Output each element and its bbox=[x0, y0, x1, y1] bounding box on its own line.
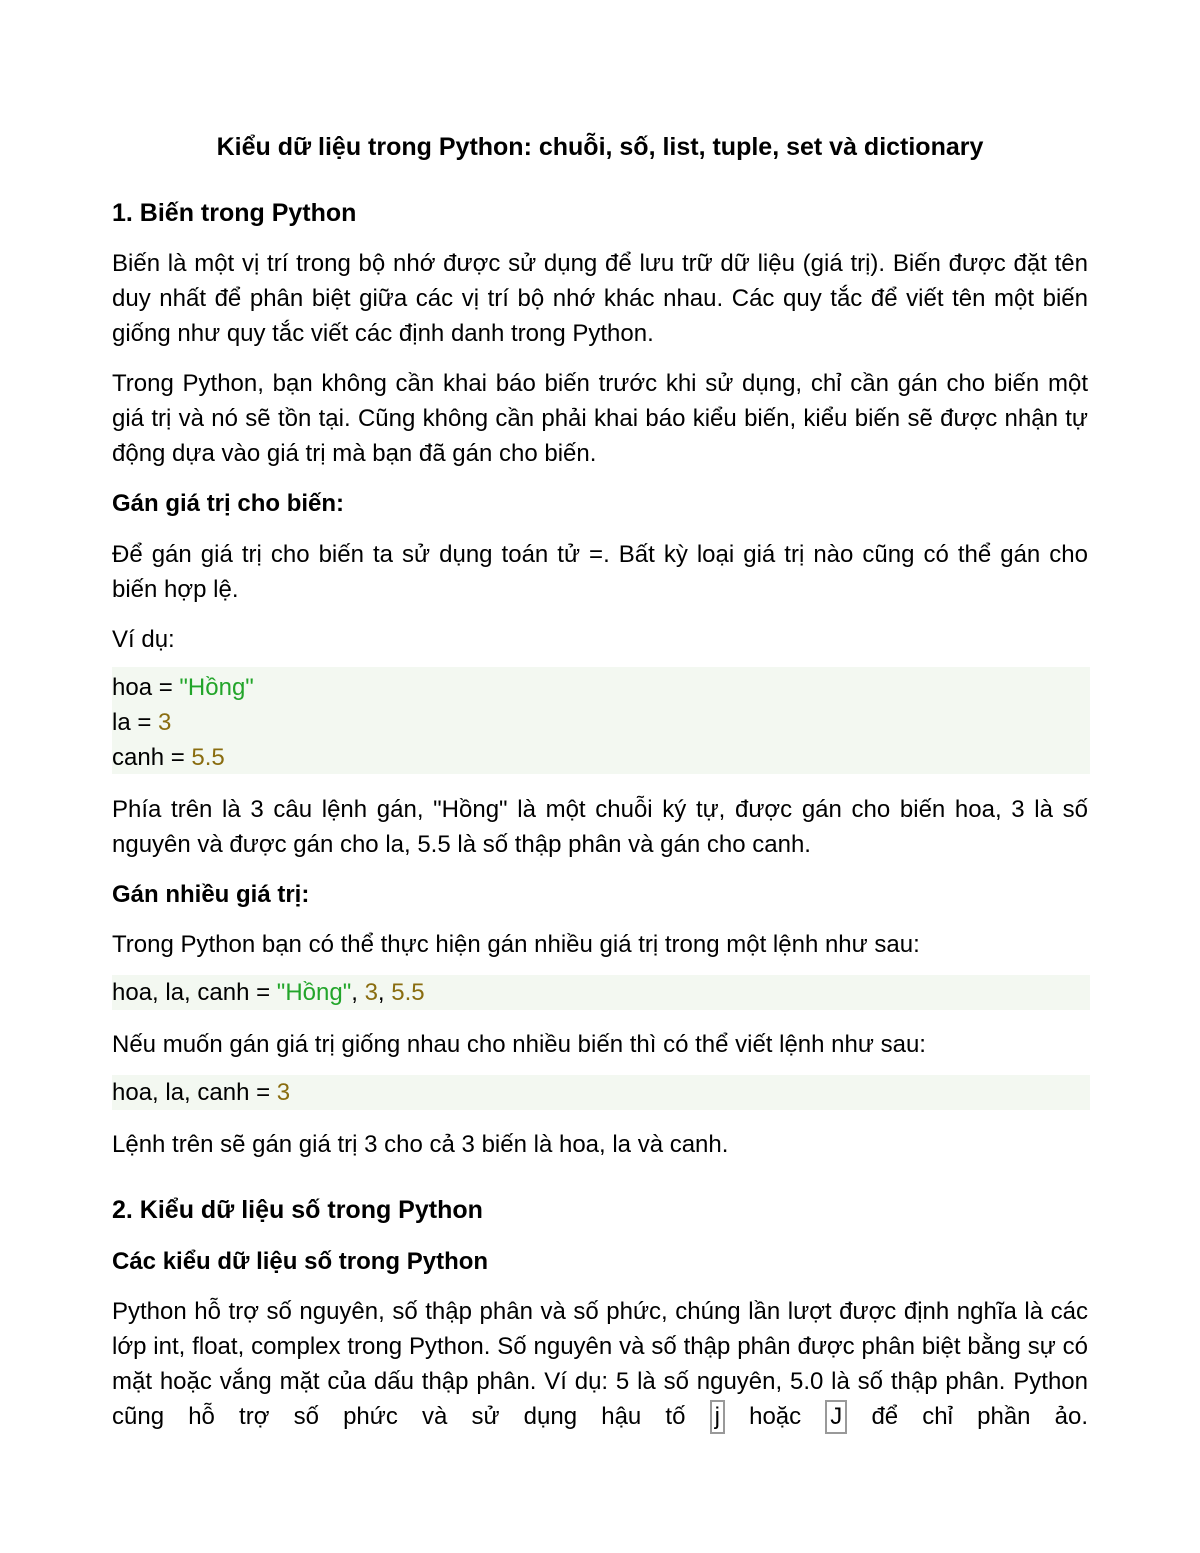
code-line bbox=[112, 1075, 1090, 1110]
code-text: hoa = bbox=[112, 674, 180, 701]
example-label: Ví dụ: bbox=[112, 626, 175, 653]
code-number: 5.5 bbox=[391, 979, 425, 1006]
multi-assign-heading: Gán nhiều giá trị: bbox=[112, 881, 310, 908]
result-paragraph: Lệnh trên sẽ gán giá trị 3 cho cả 3 biến là hoa, la và canh. bbox=[112, 1131, 729, 1158]
document-title: Kiểu dữ liệu trong Python: chuỗi, số, list, tuple, set và dictionary bbox=[216, 133, 984, 161]
section-2-heading: 2. Kiểu dữ liệu số trong Python bbox=[112, 1196, 483, 1224]
code-text: la = bbox=[112, 709, 159, 736]
section-2-paragraph bbox=[112, 1294, 1088, 1434]
inline-code-j: j bbox=[710, 1400, 725, 1434]
assign-paragraph: Để gán giá trị cho biến ta sử dụng toán tử =. Bất kỳ loại giá trị nào cũng có thể gán cho biến hợp lệ. bbox=[112, 541, 1088, 603]
code-number: 3 bbox=[158, 709, 172, 736]
multi-assign-paragraph: Trong Python bạn có thể thực hiện gán nhiều giá trị trong một lệnh như sau: bbox=[112, 931, 920, 958]
code-text: , bbox=[377, 979, 392, 1006]
code-block-1 bbox=[112, 667, 1090, 774]
assign-heading: Gán giá trị cho biến: bbox=[112, 490, 345, 517]
code-line bbox=[112, 740, 1090, 775]
section-1-paragraph-2: Trong Python, bạn không cần khai báo biến trước khi sử dụng, chỉ cần gán cho biến một giá trị và nó sẽ tồn tại. Cũng không cần phải khai báo kiểu biến, kiểu biến sẽ được nhận tự động dựa vào giá trị mà bạn đã gán cho biến. bbox=[112, 370, 1088, 467]
code-text: , bbox=[351, 979, 365, 1006]
code-line bbox=[112, 975, 1090, 1010]
code-line bbox=[112, 705, 1090, 740]
code-text: canh = bbox=[112, 744, 192, 771]
code-string: "Hồng" bbox=[276, 979, 352, 1006]
code-block-2 bbox=[112, 975, 1090, 1010]
explain-paragraph: Phía trên là 3 câu lệnh gán, "Hồng" là một chuỗi ký tự, được gán cho biến hoa, 3 là số nguyên và được gán cho la, 5.5 là số thập phân và gán cho canh. bbox=[112, 796, 1088, 858]
code-number: 3 bbox=[276, 1079, 291, 1106]
inline-code-J: J bbox=[825, 1400, 847, 1434]
section-1-heading: 1. Biến trong Python bbox=[112, 199, 357, 227]
same-value-paragraph: Nếu muốn gán giá trị giống nhau cho nhiều biến thì có thể viết lệnh như sau: bbox=[112, 1031, 926, 1058]
paragraph-text: Python hỗ trợ số nguyên, số thập phân và số phức, chúng lần lượt được định nghĩa là các lớp int, float, complex trong Python. Số nguyên và số thập phân được phân biệt bằng sự có mặt hoặc vắng mặt của dấu thập phân. Ví dụ: 5 là số nguyên, 5.0 là số thập phân. Python cũng hỗ trợ số phức và sử dụng hậu tố bbox=[112, 1298, 1088, 1430]
code-text: hoa, la, canh = bbox=[112, 1079, 277, 1106]
section-2-subheading: Các kiểu dữ liệu số trong Python bbox=[112, 1248, 489, 1275]
section-1-paragraph-1: Biến là một vị trí trong bộ nhớ được sử dụng để lưu trữ dữ liệu (giá trị). Biến được đặt tên duy nhất để phân biệt giữa các vị trí bộ nhớ khác nhau. Các quy tắc để viết tên một biến giống như quy tắc viết các định danh trong Python. bbox=[112, 250, 1088, 347]
paragraph-text: hoặc bbox=[749, 1403, 802, 1430]
code-text: hoa, la, canh = bbox=[112, 979, 277, 1006]
code-number: 5.5 bbox=[191, 744, 225, 771]
code-number: 3 bbox=[364, 979, 378, 1006]
paragraph-text: để chỉ phần ảo. bbox=[871, 1403, 1089, 1430]
code-string: "Hồng" bbox=[179, 674, 254, 701]
code-line bbox=[112, 670, 1090, 705]
code-block-3 bbox=[112, 1075, 1090, 1110]
